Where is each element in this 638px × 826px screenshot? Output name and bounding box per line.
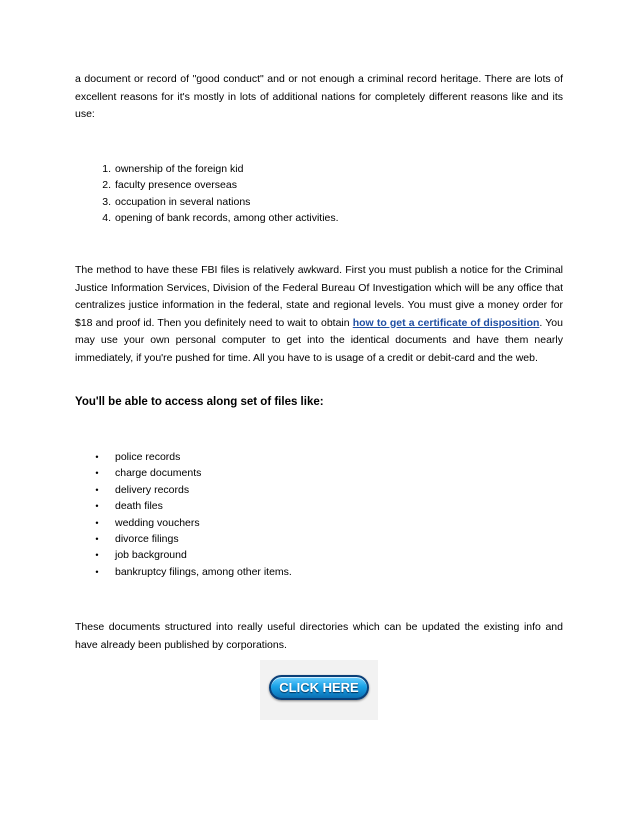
list-number: 3. — [102, 195, 111, 208]
bullet-icon: • — [95, 517, 99, 528]
bullet-icon: • — [95, 533, 99, 544]
bullet-icon: • — [95, 452, 99, 462]
paragraph-text: . You may use your own personal computer to get into the identical documents and have them nearly immediately, if you're pushed for time. All you have to is usage of a credit or debit-card and the web. — [75, 316, 563, 364]
list-number: 2. — [102, 179, 111, 192]
list-item-text: police records — [115, 451, 181, 463]
closing-paragraph: These documents structured into really useful directories which can be updated the existing info and have already been published by corporations. — [75, 621, 563, 651]
list-item — [75, 210, 563, 226]
list-item-text: occupation in several nations — [115, 195, 251, 208]
list-item — [75, 547, 563, 563]
bullet-icon: • — [95, 550, 99, 561]
certificate-link[interactable]: how to get a certificate of disposition — [352, 316, 540, 329]
list-item-text: opening of bank records, among other activities. — [115, 212, 339, 225]
list-item — [75, 564, 563, 580]
list-item-text: delivery records — [115, 483, 190, 496]
list-item — [75, 177, 563, 193]
bullet-icon: • — [95, 501, 99, 512]
section-heading: You'll be able to access along set of files like: — [75, 396, 324, 408]
list-item — [75, 531, 563, 547]
list-item — [75, 515, 563, 531]
list-item — [75, 498, 563, 514]
bullet-icon: • — [95, 484, 99, 495]
list-number: 4. — [102, 212, 111, 225]
intro-paragraph: a document or record of "good conduct" and or not enough a criminal record heritage. There are lots of excellent reasons for it's mostly in lots of additional nations for completely different reasons like and its use: — [75, 73, 563, 120]
list-item — [75, 194, 563, 210]
bullet-icon: • — [95, 566, 99, 577]
list-item-text: wedding vouchers — [115, 516, 200, 529]
list-item — [75, 449, 563, 465]
bullet-icon: • — [95, 468, 99, 479]
list-item — [75, 161, 563, 177]
list-item — [75, 465, 563, 481]
list-item-text: job background — [115, 549, 187, 562]
list-item-text: bankruptcy filings, among other items. — [115, 565, 292, 578]
list-item-text: death files — [115, 500, 163, 513]
list-item-text: ownership of the foreign kid — [115, 163, 244, 175]
list-number: 1. — [102, 163, 111, 175]
list-item-text: faculty presence overseas — [115, 179, 237, 192]
method-paragraph — [75, 262, 563, 367]
list-item-text: charge documents — [115, 467, 202, 480]
click-here-button[interactable]: CLICK HERE — [269, 675, 369, 700]
list-item — [75, 482, 563, 498]
bullet-list — [75, 449, 563, 580]
paragraph-text: The method to have these FBI files is relatively awkward. First you must publish a notice for the Criminal Justice Information Services, Division of the Federal Bureau Of Investigation which will be any office that centralizes justice information in the federal, state and regional levels. You must give a money order for $18 and proof id. Then you definitely need to wait to obtain — [75, 264, 563, 329]
list-item-text: divorce filings — [115, 532, 179, 545]
click-here-banner — [260, 660, 378, 720]
numbered-list — [75, 161, 563, 227]
